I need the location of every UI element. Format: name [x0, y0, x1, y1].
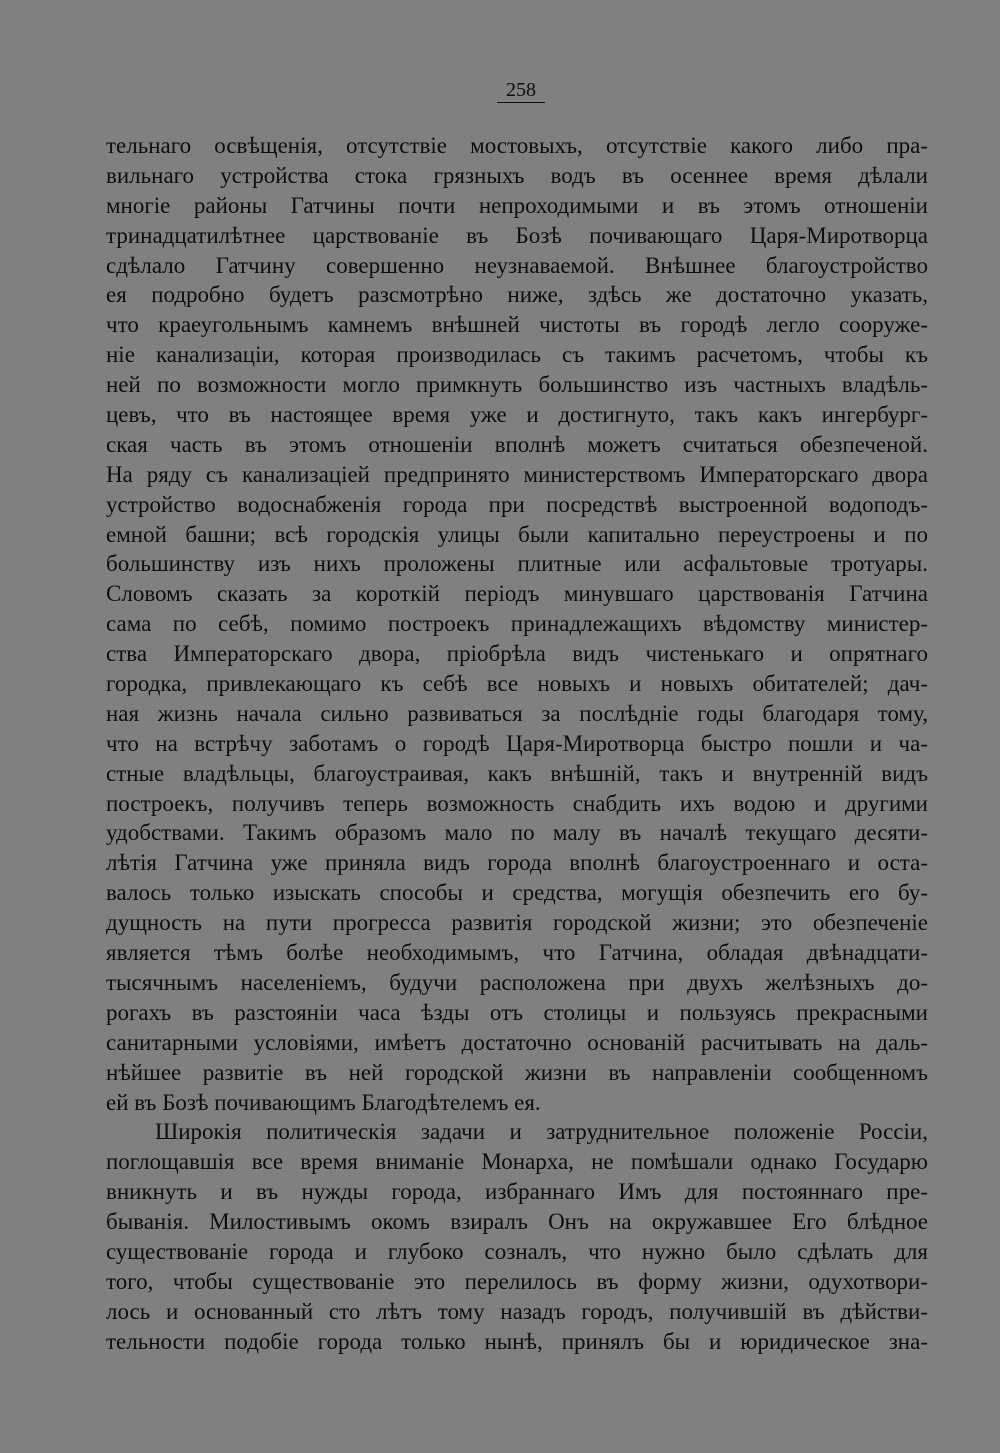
- text-line: ства Императорскаго двора, пріобрѣла видъ чистенькаго и опрятнаго: [106, 641, 928, 667]
- text-line: Словомъ сказать за короткій періодъ минувшаго царствованія Гатчина: [106, 581, 928, 607]
- text-line: ея подробно будетъ разсмотрѣно ниже, здѣсь же достаточно указать,: [106, 282, 928, 308]
- text-line: Широкія политическія задачи и затруднительное положеніе Россіи,: [155, 1119, 928, 1145]
- text-line: валось только изыскать способы и средства, могущія обезпечить его бу-: [106, 880, 928, 906]
- text-line: дущность на пути прогресса развитія городской жизни; это обезпеченіе: [106, 910, 928, 936]
- page-number: 258: [497, 78, 545, 103]
- text-line: тринадцатилѣтнее царствованіе въ Бозѣ почивающаго Царя-Миротворца: [106, 222, 928, 248]
- paragraph: [106, 131, 928, 1117]
- text-line: лось и основанный сто лѣтъ тому назадъ городъ, получившій въ дѣйстви-: [106, 1298, 928, 1324]
- text-line: рогахъ въ разстояніи часа ѣзды отъ столицы и пользуясь прекрасными: [106, 999, 928, 1025]
- text-line: санитарными условіями, имѣетъ достаточно основаній расчитывать на даль-: [106, 1029, 928, 1055]
- text-line: вникнуть и въ нужды города, избраннаго Имъ для постояннаго пре-: [106, 1179, 928, 1205]
- text-line: На ряду съ канализаціей предпринято министерствомъ Императорскаго двора: [106, 461, 928, 487]
- text-line: сдѣлало Гатчину совершенно неузнаваемой. Внѣшнее благоустройство: [106, 252, 928, 278]
- text-line: устройство водоснабженія города при посредствѣ выстроенной водоподъ-: [106, 491, 928, 517]
- text-line: что краеугольнымъ камнемъ внѣшней чистоты въ городѣ легло сооруже-: [106, 312, 928, 338]
- text-line: ная жизнь начала сильно развиваться за послѣдніе годы благодаря тому,: [106, 700, 928, 726]
- text-line: многіе районы Гатчины почти непроходимыми и въ этомъ отношеніи: [106, 192, 928, 218]
- text-line: городка, привлекающаго къ себѣ все новыхъ и новыхъ обитателей; дач-: [106, 671, 928, 697]
- text-line: что на встрѣчу заботамъ о городѣ Царя-Миротворца быстро пошли и ча-: [106, 730, 928, 756]
- text-line: емной башни; всѣ городскія улицы были капитально переустроены и по: [106, 521, 928, 547]
- text-line: большинству изъ нихъ проложены плитные или асфальтовые тротуары.: [106, 551, 928, 577]
- text-line: поглощавшія все время вниманіе Монарха, не помѣшали однако Государю: [106, 1149, 928, 1175]
- text-line: существованіе города и глубоко созналъ, что нужно было сдѣлать для: [106, 1238, 928, 1264]
- text-line: тельности подобіе города только нынѣ, принялъ бы и юридическое зна-: [106, 1328, 928, 1354]
- text-line: сама по себѣ, помимо построекъ принадлежащихъ вѣдомству министер-: [106, 611, 928, 637]
- text-line: лѣтія Гатчина уже приняла видъ города вполнѣ благоустроеннаго и оста-: [106, 850, 928, 876]
- text-line: ней по возможности могло примкнуть большинство изъ частныхъ владѣль-: [106, 372, 928, 398]
- text-line: быванія. Милостивымъ окомъ взиралъ Онъ на окружавшее Его блѣдное: [106, 1209, 928, 1235]
- text-line: вильнаго устройства стока грязныхъ водъ въ осеннее время дѣлали: [106, 162, 928, 188]
- text-line: удобствами. Такимъ образомъ мало по малу въ началѣ текущаго десяти-: [106, 820, 928, 846]
- text-line: является тѣмъ болѣе необходимымъ, что Гатчина, обладая двѣнадцати-: [106, 940, 928, 966]
- text-line: построекъ, получивъ теперь возможность снабдить ихъ водою и другими: [106, 790, 928, 816]
- text-line: ей въ Бозѣ почивающимъ Благодѣтелемъ ея.: [106, 1089, 541, 1115]
- text-line: цевъ, что въ настоящее время уже и достигнуто, такъ какъ ингербург-: [106, 402, 928, 428]
- text-line: тысячнымъ населеніемъ, будучи расположена при двухъ желѣзныхъ до-: [106, 969, 928, 995]
- text-line: того, чтобы существованіе это перелилось въ форму жизни, одухотвори-: [106, 1268, 928, 1294]
- body-text: [106, 131, 928, 1357]
- text-line: стные владѣльцы, благоустраивая, какъ внѣшній, такъ и внутренній видъ: [106, 760, 928, 786]
- text-line: ская часть въ этомъ отношеніи вполнѣ можетъ считаться обезпеченой.: [106, 431, 928, 457]
- text-line: нѣйшее развитіе въ ней городской жизни въ направленіи сообщенномъ: [106, 1059, 928, 1085]
- text-line: тельнаго освѣщенія, отсутствіе мостовыхъ, отсутствіе какого либо пра-: [106, 133, 928, 158]
- paragraph: [106, 1117, 928, 1356]
- text-line: ніе канализаціи, которая производилась съ такимъ расчетомъ, чтобы къ: [106, 342, 928, 368]
